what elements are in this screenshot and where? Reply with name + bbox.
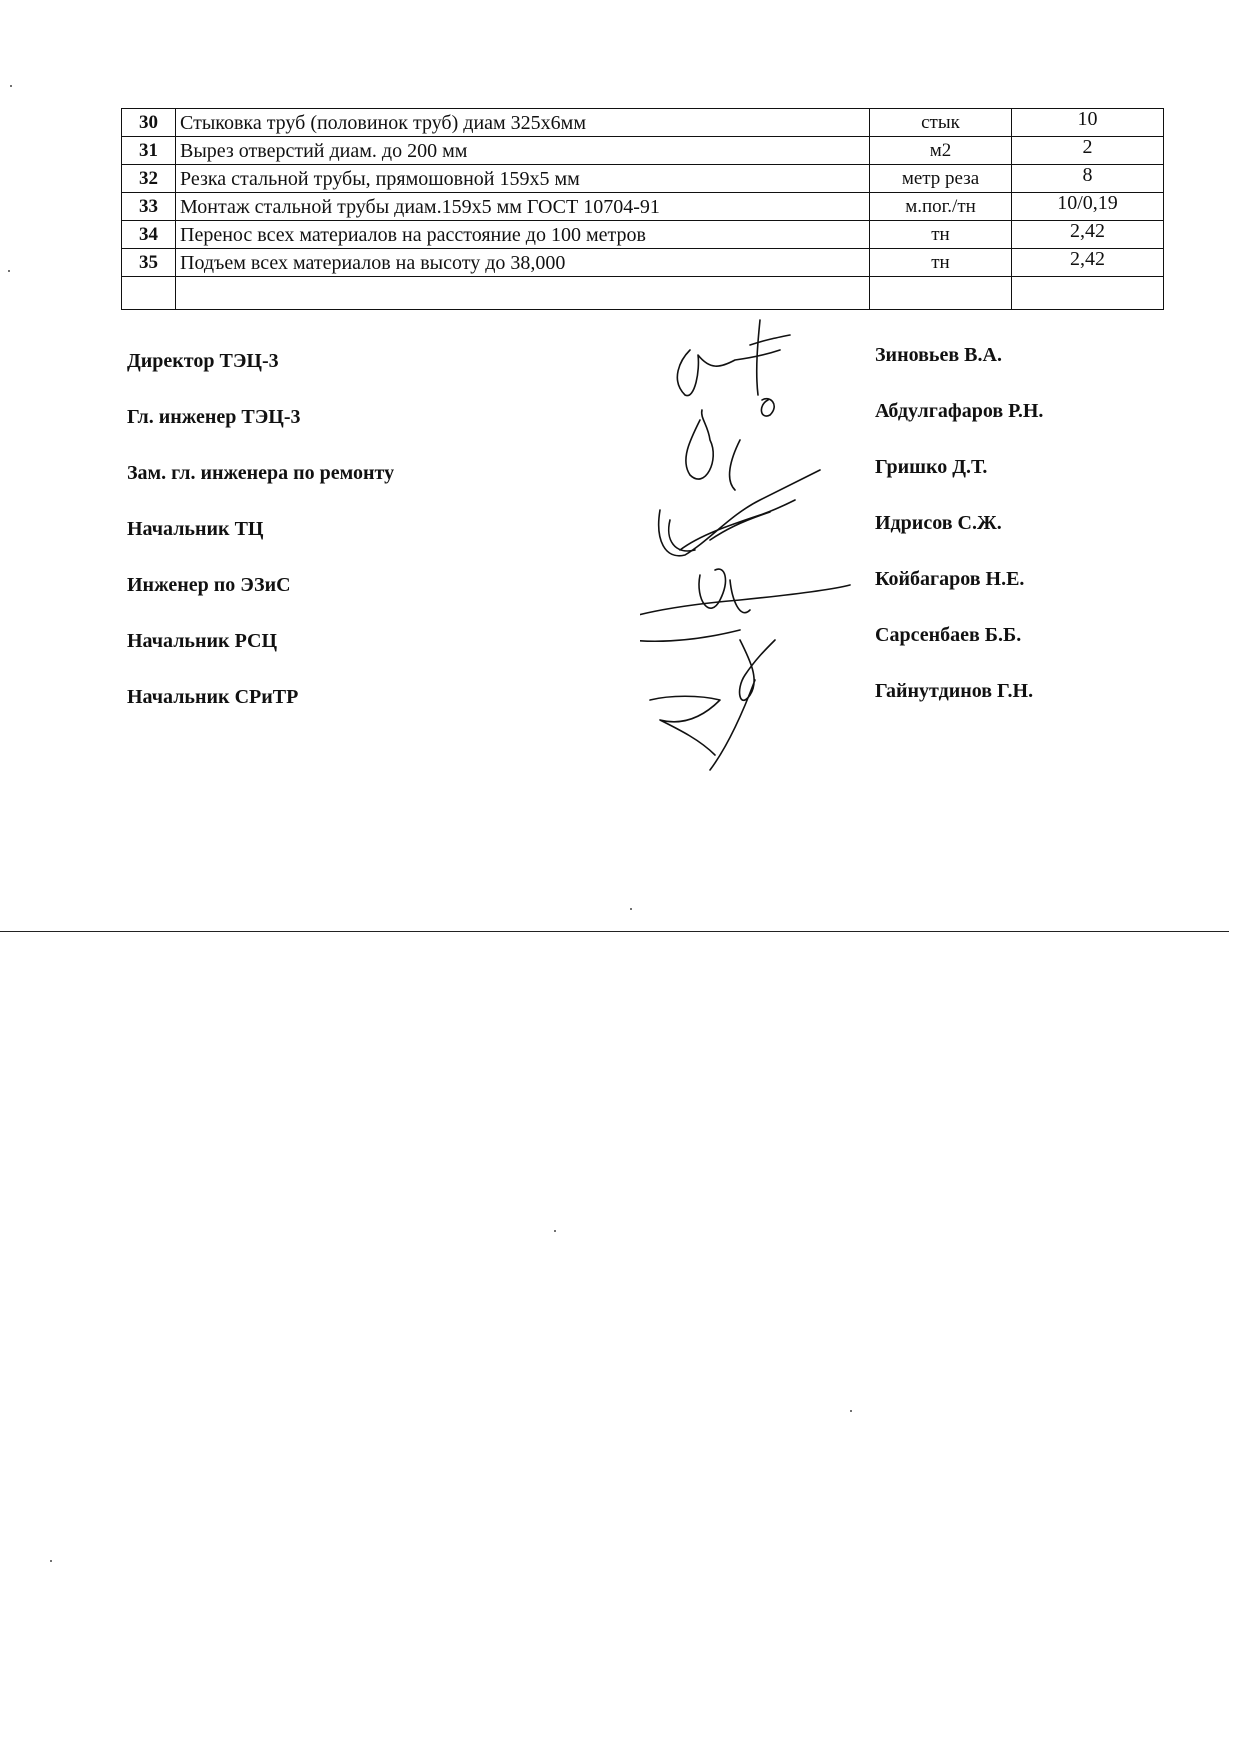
horizontal-rule (0, 931, 1229, 932)
signatory-title: Зам. гл. инженера по ремонту (127, 462, 395, 484)
empty-cell (122, 277, 176, 310)
work-description: Вырез отверстий диам. до 200 мм (176, 137, 870, 165)
row-number: 33 (122, 193, 176, 221)
empty-cell (1012, 277, 1164, 310)
table-row (122, 193, 1164, 221)
signatory-name: Зиновьев В.А. (875, 344, 1002, 366)
row-number: 35 (122, 249, 176, 277)
work-description: Перенос всех материалов на расстояние до 100 метров (176, 221, 870, 249)
row-number: 34 (122, 221, 176, 249)
table-row (122, 165, 1164, 193)
unit-of-measure: м2 (870, 137, 1012, 165)
quantity: 2,42 (1012, 245, 1164, 273)
unit-of-measure: тн (870, 221, 1012, 249)
scan-speck (10, 85, 12, 87)
table-row (122, 249, 1164, 277)
work-description: Монтаж стальной трубы диам.159х5 мм ГОСТ 10704-91 (176, 193, 870, 221)
unit-of-measure: м.пог./тн (870, 193, 1012, 221)
row-number: 32 (122, 165, 176, 193)
signatory-title: Начальник РСЦ (127, 630, 278, 652)
scan-speck (850, 1410, 852, 1412)
quantity: 10/0,19 (1012, 189, 1164, 217)
signatory-title: Начальник СРиТР (127, 686, 299, 708)
works-table (121, 108, 1164, 310)
signatory-row (127, 344, 1127, 400)
empty-cell (870, 277, 1012, 310)
signatory-title: Гл. инженер ТЭЦ-3 (127, 406, 301, 428)
scan-speck (8, 270, 10, 272)
signatory-row (127, 400, 1127, 456)
quantity: 2,42 (1012, 217, 1164, 245)
quantity: 2 (1012, 133, 1164, 161)
signatory-name: Гришко Д.Т. (875, 456, 988, 478)
signatory-title: Инженер по ЭЗиС (127, 574, 291, 596)
scan-speck (50, 1560, 52, 1562)
scan-speck (630, 908, 632, 910)
work-description: Стыковка труб (половинок труб) диам 325х6мм (176, 109, 870, 137)
row-number: 31 (122, 137, 176, 165)
signatories-list (127, 344, 1127, 736)
signatory-row (127, 456, 1127, 512)
signatory-row (127, 512, 1127, 568)
unit-of-measure: стык (870, 109, 1012, 137)
table-row (122, 109, 1164, 137)
signatory-row (127, 568, 1127, 624)
signatory-name: Идрисов С.Ж. (875, 512, 1002, 534)
scan-speck (554, 1230, 556, 1232)
row-number: 30 (122, 109, 176, 137)
table-row (122, 137, 1164, 165)
signatory-name: Абдулгафаров Р.Н. (875, 400, 1044, 422)
unit-of-measure: метр реза (870, 165, 1012, 193)
quantity: 8 (1012, 161, 1164, 189)
quantity: 10 (1012, 105, 1164, 133)
signatory-title: Начальник ТЦ (127, 518, 264, 540)
signatory-row (127, 680, 1127, 736)
signatory-row (127, 624, 1127, 680)
handwritten-signatures (640, 300, 870, 780)
work-description: Подъем всех материалов на высоту до 38,000 (176, 249, 870, 277)
signatory-name: Сарсенбаев Б.Б. (875, 624, 1022, 646)
work-description: Резка стальной трубы, прямошовной 159х5 мм (176, 165, 870, 193)
signatory-title: Директор ТЭЦ-3 (127, 350, 279, 372)
signatory-name: Гайнутдинов Г.Н. (875, 680, 1034, 702)
signatory-name: Койбагаров Н.Е. (875, 568, 1025, 590)
unit-of-measure: тн (870, 249, 1012, 277)
table-row (122, 221, 1164, 249)
